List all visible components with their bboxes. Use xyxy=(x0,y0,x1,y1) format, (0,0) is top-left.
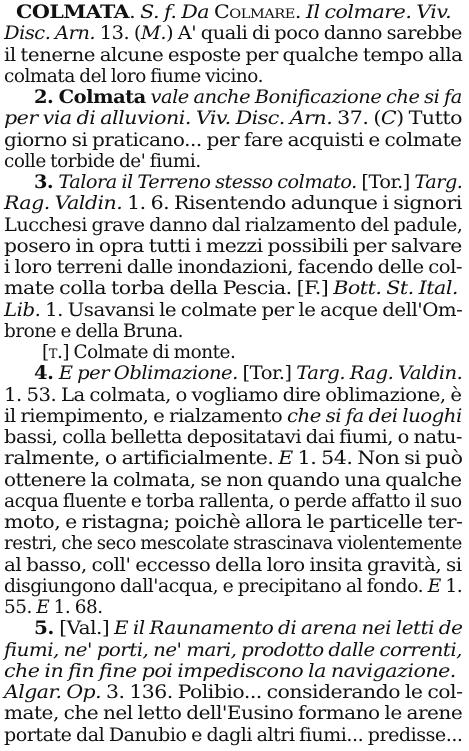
entry-text-run: ralmente, o artificialmente. xyxy=(4,448,279,470)
entry-text-run: i loro terreni dalle inondazioni, facendo delle col- xyxy=(4,257,463,278)
entry-text-run: Rag. Valdin. xyxy=(4,193,123,215)
entry-line xyxy=(4,723,463,748)
entry-text-run: t. xyxy=(48,342,63,363)
entry-text-run: il tenerne alcune esposte per qualche tempo alla xyxy=(4,44,463,66)
entry-text-run: 3. 136. Polibio... considerando le col- xyxy=(101,682,463,703)
entry-text-run: . xyxy=(129,2,141,23)
entry-text-run: mate, che nel letto dell'Eusino formano le arene xyxy=(4,703,463,725)
entry-text-run: Lib. xyxy=(4,299,41,321)
entry-text-run: al basso, coll' eccesso della loro insita gravità, si xyxy=(4,554,462,576)
entry-text-run: colle torbide de' fiumi. xyxy=(4,150,201,172)
entry-text-run: colmata del loro fiume vicino. xyxy=(4,65,263,87)
entry-text-run: ) A' quali di poco danno sarebbe xyxy=(166,23,462,45)
entry-text-run: moto, e ristagna; poichè allora le particelle ter- xyxy=(4,512,463,533)
entry-text-run: Algar. Op. xyxy=(4,682,102,703)
entry-text-run: Bott. St. Ital. xyxy=(333,278,458,300)
entry-text-run: acqua fluente e torba rallenta, o perde affatto il suo xyxy=(4,490,462,512)
entry-text-run: Talora il Terreno stesso colmato. xyxy=(58,172,357,193)
entry-text-run: ottenere la colmata, se non quando una qualche xyxy=(4,469,462,491)
entry-text-run: C xyxy=(380,108,397,130)
entry-text-run: vale anche Bonificazione che si fa xyxy=(145,87,462,108)
entry-text-run: 13. ( xyxy=(95,23,141,45)
entry-text-run: [Tor.] xyxy=(356,172,415,193)
entry-text-run: E per Oblimazione. xyxy=(58,363,238,385)
entry-text-run: S. f. Da xyxy=(140,2,215,23)
entry-text-run: COLMATA xyxy=(16,2,130,23)
entry-text-run: disgiungono dall'acqua, e precipitano al fondo. xyxy=(4,575,428,597)
entry-text-run: 4. xyxy=(34,363,59,385)
entry-text-run: M. xyxy=(140,23,167,45)
entry-text-run: Disc. Arn. xyxy=(4,23,96,45)
entry-text-run: 1. xyxy=(440,575,463,597)
entry-text-run: portate dal Danubio e dagli altri fiumi... predisse... xyxy=(4,724,463,746)
entry-text-run: Lucchesi grave danno dal rialzamento del padule, xyxy=(4,214,463,236)
entry-text-run: 1. Usavansi le colmate per le acque dell'Om- xyxy=(40,299,463,321)
entry-text-run: E il Raunamento di arena nei letti de xyxy=(113,618,463,640)
entry-text-run: mate colla torba della Pescia. [F.] xyxy=(4,278,334,300)
entry-text-run: . xyxy=(294,2,306,23)
entry-text-run: 3. xyxy=(34,172,59,193)
entry-text-run: giorno si praticano... per fare acquisti e colmate xyxy=(4,129,462,151)
entry-text-run: che in fin fine poi impediscono la navigazione. xyxy=(4,660,456,682)
entry-text-run: 5. xyxy=(34,618,60,640)
entry-text-run: posero in opra tutti i mezzi possibili per salvare xyxy=(4,235,462,257)
entry-text-run: ] Colmate di monte. xyxy=(62,342,236,363)
entry-text-run: che si fa dei luoghi xyxy=(287,405,462,427)
entry-text-run: Colmata xyxy=(58,87,146,108)
entry-text-run: [Val.] xyxy=(59,618,114,640)
entry-text-run: 55. xyxy=(4,597,37,618)
entry-text-run: 37. ( xyxy=(332,108,381,130)
entry-text-run: brone e della Bruna. xyxy=(4,320,183,342)
entry-text-run: Targ. Rag. Valdin. xyxy=(296,363,463,385)
entry-text-run: E xyxy=(427,575,441,597)
entry-text-run: 1. 6. Risentendo adunque i signori xyxy=(122,193,462,215)
entry-text-run: per via di alluvioni. Viv. Disc. Arn. xyxy=(4,108,333,130)
entry-text-run: il riempimento, e rialzamento xyxy=(4,405,288,427)
entry-text-run: bassi, colla belletta depositatavi dai fiumi, o natu- xyxy=(4,427,463,448)
entry-text-run: 1. 54. Non si può xyxy=(292,448,463,470)
entry-text-run: 1. 68. xyxy=(49,597,103,618)
entry-text-run: [Tor.] xyxy=(237,363,297,385)
entry-text-run: restri, che seco mescolate strascinava violentemente xyxy=(4,533,462,555)
entry-text-run: Colmare xyxy=(214,2,295,23)
entry-text-run: fiumi, ne' porti, ne' mari, prodotto dalle correnti, xyxy=(4,639,462,661)
entry-text-run: [ xyxy=(42,342,49,363)
entry-text-run: E xyxy=(278,448,293,470)
entry-text-run: E xyxy=(36,597,50,618)
entry-text-run: ) Tutto xyxy=(396,108,463,130)
entry-text-run: Targ. xyxy=(414,172,463,193)
entry-text-run: 2. xyxy=(34,87,59,108)
entry-text-run: 1. 53. La colmata, o vogliamo dire oblimazione, è xyxy=(4,384,462,406)
entry-text-run: Il colmare. Viv. xyxy=(305,2,452,23)
